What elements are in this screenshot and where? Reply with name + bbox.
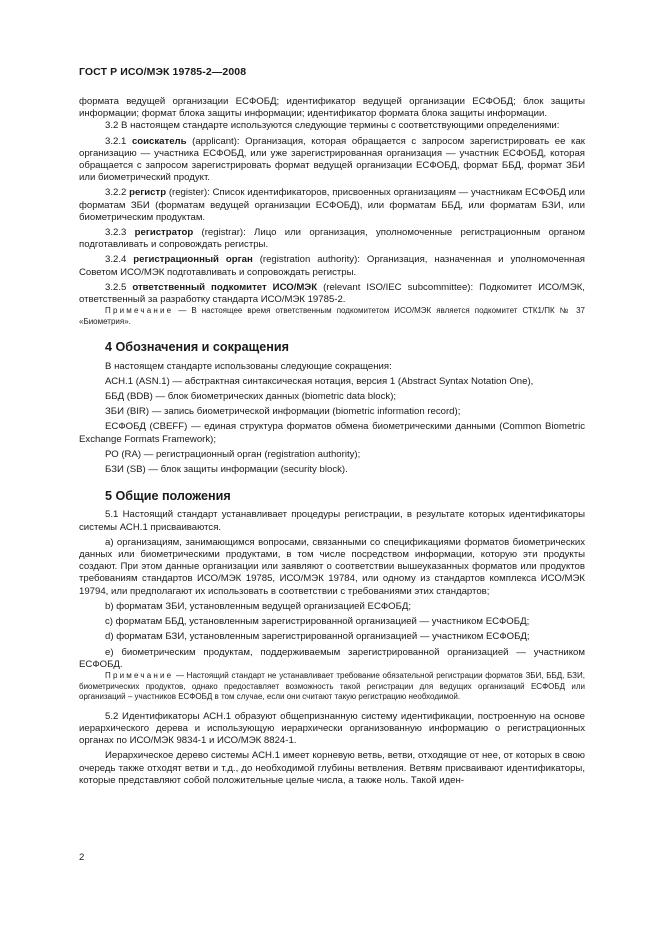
term-3-2-3 [79,227,585,251]
section-5-title: 5 Общие положения [105,489,231,504]
term-definition: (relevant ISO/IEC subcommittee): Подкомитет ИСО/МЭК, ответственный за разработку стандарта ИСО/МЭК 19785-2. [79,281,585,306]
term-definition: (register): Список идентификаторов, присвоенных организациям — участникам ЕСФОБД или форматам ЗБИ (форматам ведущей организации ЕСФОБД), или форматам ББД, или форматам БЗИ, или биометрическим продуктам. [79,187,585,223]
abbreviation-item: ЕСФОБД (CBEFF) — единая структура форматов обмена биометрическими данными (Common Biometric Exchange Formats Framework); [79,421,585,445]
term-number: 3.2.5 [105,281,133,293]
abbreviation-item: ЗБИ (BIR) — запись биометрической информации (biometric information record); [105,406,461,418]
paragraph-5-2: 5.2 Идентификаторы АСН.1 образуют общепризнанную систему идентификации, построенную на основе иерархического дерева и использующую иерархически организованную информацию о регистрационных органах по ИСО/МЭК 9834-1 и ИСО/МЭК 8824-1. [79,710,585,747]
term-name: регистр [129,187,167,199]
list-item-e: е) биометрическим продуктам, поддерживаемым зарегистрированной организацией — участником ЕСФОБД. [79,646,585,670]
term-definition: (registration authority): Организация, назначенная и уполномоченная Советом ИСО/МЭК подготавливать и сопровождать регистры. [79,254,585,278]
document-header: ГОСТ Р ИСО/МЭК 19785-2—2008 [79,66,247,78]
term-name: соискатель [131,135,187,147]
note-1 [79,306,585,327]
paragraph-5-2-cont: Иерархическое дерево системы АСН.1 имеет корневую ветвь, ветви, отходящие от нее, от которых в свою очередь также отходят ветви и т.д., до необходимой глубины ветвления. Ветвям присваивают идентификаторы, которые представляют собой положительные целые числа, а также ноль. Такой иден- [79,750,585,786]
paragraph-3-2: 3.2 В настоящем стандарте используются следующие термины с соответствующими определениями: [105,120,560,132]
note-label: Примечание [105,306,174,316]
abbreviation-item: РО (RA) — регистрационный орган (registration authority); [105,448,361,460]
page-content [79,96,585,787]
list-item-a: а) организациям, занимающимся вопросами, связанными со спецификациями форматов биометрических данных или биометрическими продуктами, в том числе посредством информации, которую эти продукты создают. При этом данные организации или заявляют о соответствии вышеуказанных форматов или продуктов требованиям стандартов ИСО/МЭК 19785, ИСО/МЭК 19784, или одному из стандартов комплекса ИСО/МЭК 19794, или предполагают их использовать в соответствии с требованиями этих стандартов; [79,536,585,597]
list-item-d: d) форматам БЗИ, установленным зарегистрированной организацией — участником ЕСФОБД; [105,631,530,643]
paragraph-5-1: 5.1 Настоящий стандарт устанавливает процедуры регистрации, в результате которых идентификаторы системы АСН.1 присваиваются. [79,509,585,533]
term-number: 3.2.1 [105,135,132,147]
abbreviation-item: АСН.1 (ASN.1) — абстрактная синтаксическая нотация, версия 1 (Abstract Syntax Notation One), [105,375,534,387]
page-number: 2 [79,852,85,863]
term-3-2-1 [79,136,585,185]
paragraph-continuation: формата ведущей организации ЕСФОБД; идентификатор ведущей организации ЕСФОБД; блок защиты информации; формат блока защиты информации; идентификатор формата блока защиты информации. [79,96,585,120]
term-3-2-5 [79,282,585,306]
abbreviation-item: БЗИ (SB) — блок защиты информации (security block). [105,464,348,476]
note-2 [79,671,585,703]
term-definition: (applicant): Организация, которая обращается с запросом зарегистрировать ее как организацию — участника ЕСФОБД, или уже зарегистрированная организация — участник ЕСФОБД, которая обращается с запросом зарегистрировать формат ведущей организации ЕСФОБД, формат ББД, формат ЗБИ или биометрический продукт. [79,135,585,184]
term-number: 3.2.2 [105,187,130,199]
term-definition: (registrar): Лицо или организация, уполномоченные регистрационным органом подготавливать и сопровождать регистры. [79,227,585,251]
list-item-c: c) форматам ББД, установленным зарегистрированной организацией — участником ЕСФОБД; [105,616,530,628]
term-3-2-4 [79,254,585,278]
term-name: ответственный подкомитет ИСО/МЭК [132,281,318,293]
abbreviation-item: ББД (BDB) — блок биометрических данных (biometric data block); [105,391,397,403]
term-name: регистрационный орган [133,254,253,266]
term-number: 3.2.3 [105,227,135,239]
list-item-b: b) форматам ЗБИ, установленным ведущей организацией ЕСФОБД; [105,600,412,612]
term-number: 3.2.4 [105,254,134,266]
section-4-intro: В настоящем стандарте использованы следующие сокращения: [105,360,392,372]
section-4-title: 4 Обозначения и сокращения [105,340,289,355]
note-label: Примечание [105,670,174,680]
note-text: — Настоящий стандарт не устанавливает требование обязательной регистрации форматов ЗБИ, ББД, БЗИ, биометрических продуктов, однако предоставляет возможность такой регистрации для ведущих организаций ЕСФОБД или организаций – участников ЕСФОБД в том случае, если они считают такую регистрацию необходимой. [79,670,585,702]
term-3-2-2 [79,187,585,224]
note-text: — В настоящее время ответственным подкомитетом ИСО/МЭК является подкомитет СТК1/ПК № 37 «Биометрия». [79,306,585,326]
term-name: регистратор [134,227,194,239]
